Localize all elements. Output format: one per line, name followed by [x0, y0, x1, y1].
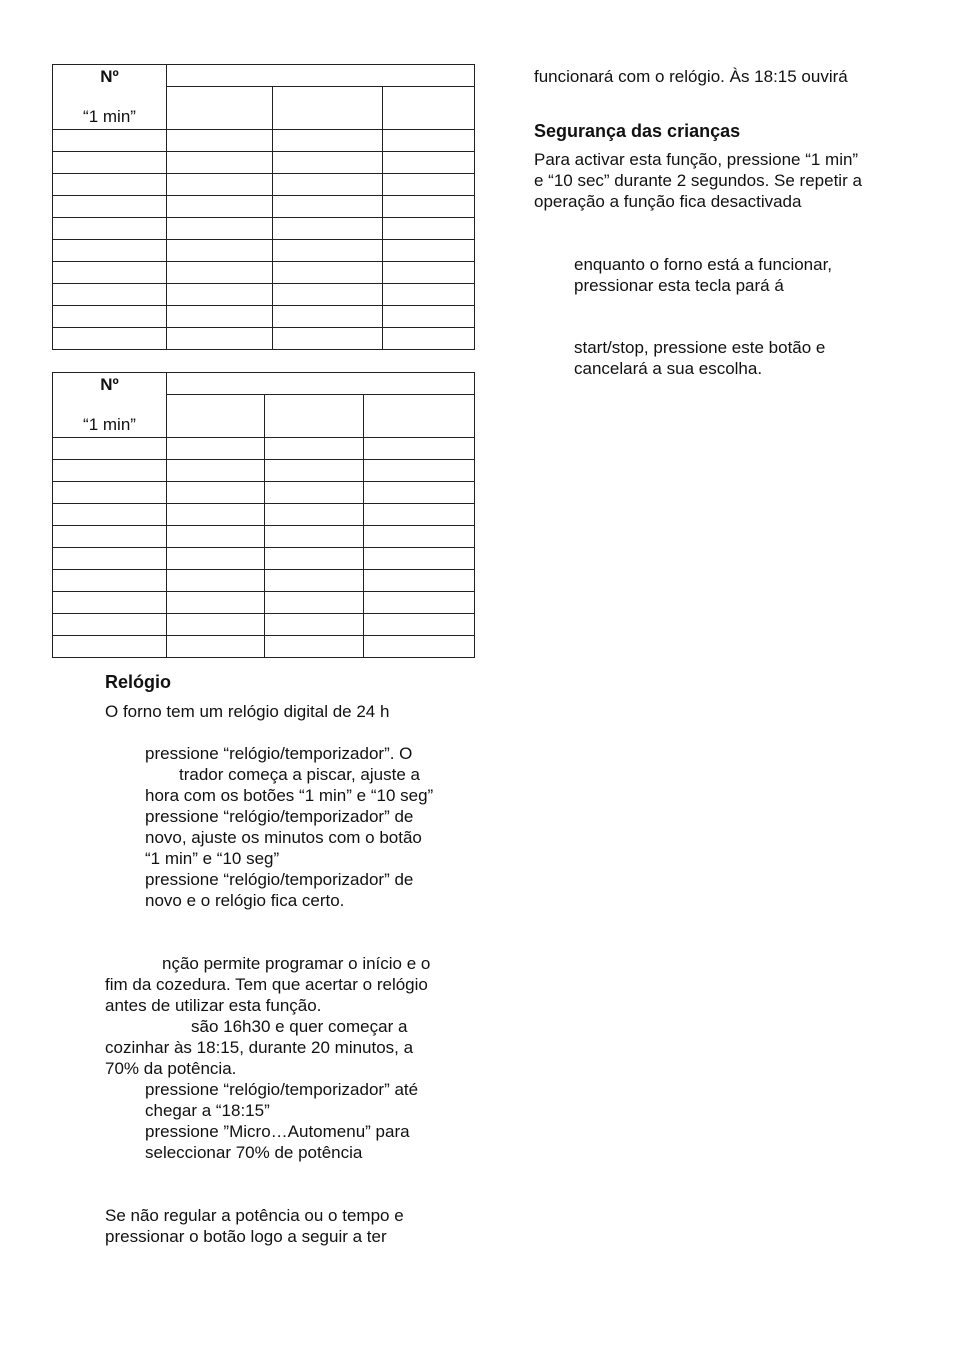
- program-table-2: [52, 372, 475, 658]
- table-header-1min: “1 min”: [83, 415, 136, 434]
- table-row: [53, 196, 475, 218]
- programacao-note-line: pressionar o botão logo a seguir a ter: [105, 1227, 387, 1246]
- table-header-cell: [167, 373, 475, 395]
- table-row: [53, 262, 475, 284]
- table-row: [53, 438, 475, 460]
- pause-line: enquanto o forno está a funcionar,: [574, 255, 833, 274]
- table-row: [53, 240, 475, 262]
- table-row: [53, 504, 475, 526]
- relogio-step-line: hora com os botões “1 min” e “10 seg”: [145, 786, 434, 805]
- programacao-line: são 16h30 e quer começar a: [191, 1017, 408, 1036]
- programacao-line: 70% da potência.: [105, 1059, 237, 1078]
- table-header-1min: “1 min”: [83, 107, 136, 126]
- table-row: [53, 482, 475, 504]
- programacao-line: pressione “relógio/temporizador” até: [145, 1080, 419, 1099]
- program-table-1: [52, 64, 475, 350]
- table-cell: [383, 87, 475, 130]
- table-cell: [273, 87, 383, 130]
- table-cell: [364, 395, 475, 438]
- table-row: [53, 284, 475, 306]
- seguranca-line: Para activar esta função, pressione “1 min”: [534, 150, 859, 169]
- table-row: [53, 548, 475, 570]
- relogio-step-line: novo, ajuste os minutos com o botão: [145, 828, 422, 847]
- relogio-step-line: pressione “relógio/temporizador”. O: [145, 744, 413, 763]
- table-row: [53, 570, 475, 592]
- table-row: [53, 174, 475, 196]
- programacao-note-line: Se não regular a potência ou o tempo e: [105, 1206, 404, 1225]
- table-row: [53, 614, 475, 636]
- table-row: [53, 636, 475, 658]
- programacao-line: chegar a “18:15”: [145, 1101, 270, 1120]
- pause-line: pressionar esta tecla pará á: [574, 276, 784, 295]
- relogio-intro: O forno tem um relógio digital de 24 h: [105, 702, 390, 721]
- table-row: [53, 526, 475, 548]
- relogio-step-line: “1 min” e “10 seg”: [145, 849, 280, 868]
- programacao-line: fim da cozedura. Tem que acertar o relógio: [105, 975, 428, 994]
- programacao-line: pressione ”Micro…Automenu” para: [145, 1122, 410, 1141]
- relogio-step-line: novo e o relógio fica certo.: [145, 891, 345, 910]
- seguranca-heading: Segurança das crianças: [534, 121, 741, 141]
- cancel-line: start/stop, pressione este botão e: [574, 338, 826, 357]
- right-top-line: funcionará com o relógio. Às 18:15 ouvirá: [534, 67, 848, 86]
- table-row: [53, 306, 475, 328]
- programacao-line: cozinhar às 18:15, durante 20 minutos, a: [105, 1038, 414, 1057]
- cancel-line: cancelará a sua escolha.: [574, 359, 763, 378]
- table-row: [53, 328, 475, 350]
- table-cell: [167, 87, 273, 130]
- programacao-line: antes de utilizar esta função.: [105, 996, 322, 1015]
- table-row: [53, 592, 475, 614]
- table-header-number: Nº “1 min”: [53, 65, 167, 130]
- table-row: [53, 460, 475, 482]
- relogio-step-line: pressione “relógio/temporizador” de: [145, 870, 414, 889]
- table-header-number: Nº “1 min”: [53, 373, 167, 438]
- table-row: [53, 218, 475, 240]
- table-cell: [167, 395, 265, 438]
- table-row: [53, 130, 475, 152]
- table-header-cell: [167, 65, 475, 87]
- seguranca-line: e “10 sec” durante 2 segundos. Se repetir a: [534, 171, 862, 190]
- programacao-line: nção permite programar o início e o: [162, 954, 431, 973]
- relogio-step-line: pressione “relógio/temporizador” de: [145, 807, 414, 826]
- seguranca-line: operação a função fica desactivada: [534, 192, 802, 211]
- programacao-line: seleccionar 70% de potência: [145, 1143, 363, 1162]
- table-cell: [265, 395, 364, 438]
- table-row: [53, 152, 475, 174]
- relogio-step-line: trador começa a piscar, ajuste a: [179, 765, 420, 784]
- relogio-heading: Relógio: [105, 672, 171, 692]
